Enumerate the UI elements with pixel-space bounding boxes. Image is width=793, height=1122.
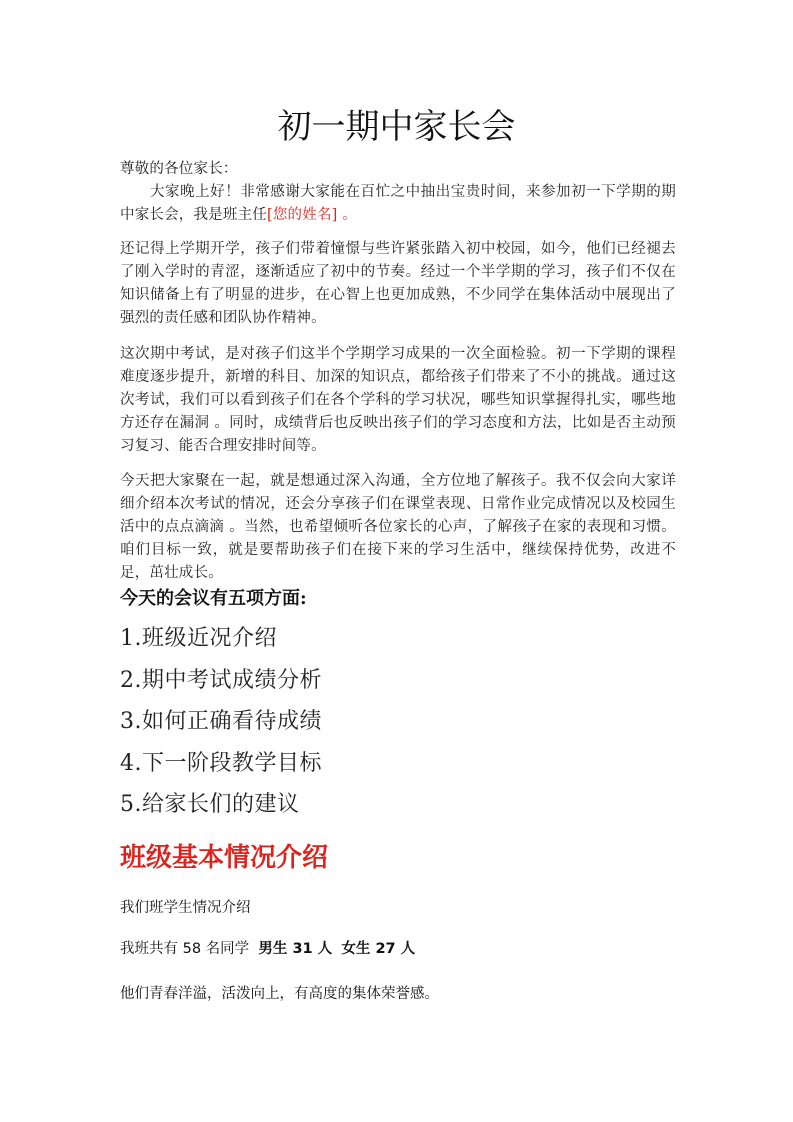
girls-count: 女生 27 人 (341, 941, 416, 957)
agenda-item: 2.期中考试成绩分析 (120, 667, 322, 693)
agenda-item: 4.下一阶段教学目标 (120, 750, 322, 776)
agenda-list (120, 618, 322, 826)
paragraph-text: 还记得上学期开学，孩子们带着憧憬与些许紧张踏入初中校园，如今，他们已经褪去了刚入学时的青涩，逐渐适应了初中的节奏。经过一个半学期的学习，孩子们不仅在知识储备上有了明显的进步，在心智上也更加成熟，不少同学在集体活动中展现出了强烈的责任感和团队协作精神。 (120, 241, 676, 326)
agenda-item: 1.班级近况介绍 (120, 626, 277, 651)
intro-end: 。 (337, 207, 358, 223)
agenda-heading: 今天的会议有五项方面: (120, 588, 307, 609)
intro-text: 大家晚上好！非常感谢大家能在百忙之中抽出宝贵时间，来参加初一下学期的期中家长会，我是班主任 (120, 184, 676, 223)
student-count: 我班共有 58 名同学 (120, 941, 250, 957)
intro-block (120, 158, 676, 227)
agenda-item: 5.给家长们的建议 (120, 792, 300, 817)
greeting: 尊敬的各位家长： (120, 161, 238, 177)
paragraph-text: 今天把大家聚在一起，就是想通过深入沟通，全方位地了解孩子。我不仅会向大家详细介绍本次考试的情况，还会分享孩子们在课堂表现、日常作业完成情况以及校园生活中的点点滴滴 。当然，也希望倾听各位家长的心声，了解孩子在家的表现和习惯。咱们目标一致，就是要帮助孩子们在接下来的学习生活中，继续保持优势，改进不足，茁壮成长。 (120, 473, 676, 581)
class-count-line (120, 938, 415, 960)
class-description: 他们青春洋溢，活泼向上，有高度的集体荣誉感。 (120, 986, 439, 1002)
section-heading: 班级基本情况介绍 (120, 843, 329, 873)
paragraph-exam (120, 343, 676, 458)
teacher-name-placeholder: [您的姓名] (267, 207, 338, 223)
paragraph-purpose (120, 470, 676, 585)
paragraph-review (120, 238, 676, 330)
boys-count: 男生 31 人 (258, 941, 333, 957)
agenda-item: 3.如何正确看待成绩 (120, 709, 322, 734)
intro-paragraph (120, 181, 676, 227)
document-title: 初一期中家长会 (277, 107, 516, 147)
paragraph-text: 这次期中考试，是对孩子们这半个学期学习成果的一次全面检验。初一下学期的课程难度逐步提升，新增的科目、加深的知识点，都给孩子们带来了不小的挑战。通过这次考试，我们可以看到孩子们在各个学科的学习状况，哪些知识掌握得扎实，哪些地方还存在漏洞 。同时，成绩背后也反映出孩子们的学习态度和方法，比如是否主动预习复习、能否合理安排时间等。 (120, 346, 676, 454)
class-subheading: 我们班学生情况介绍 (120, 900, 251, 916)
